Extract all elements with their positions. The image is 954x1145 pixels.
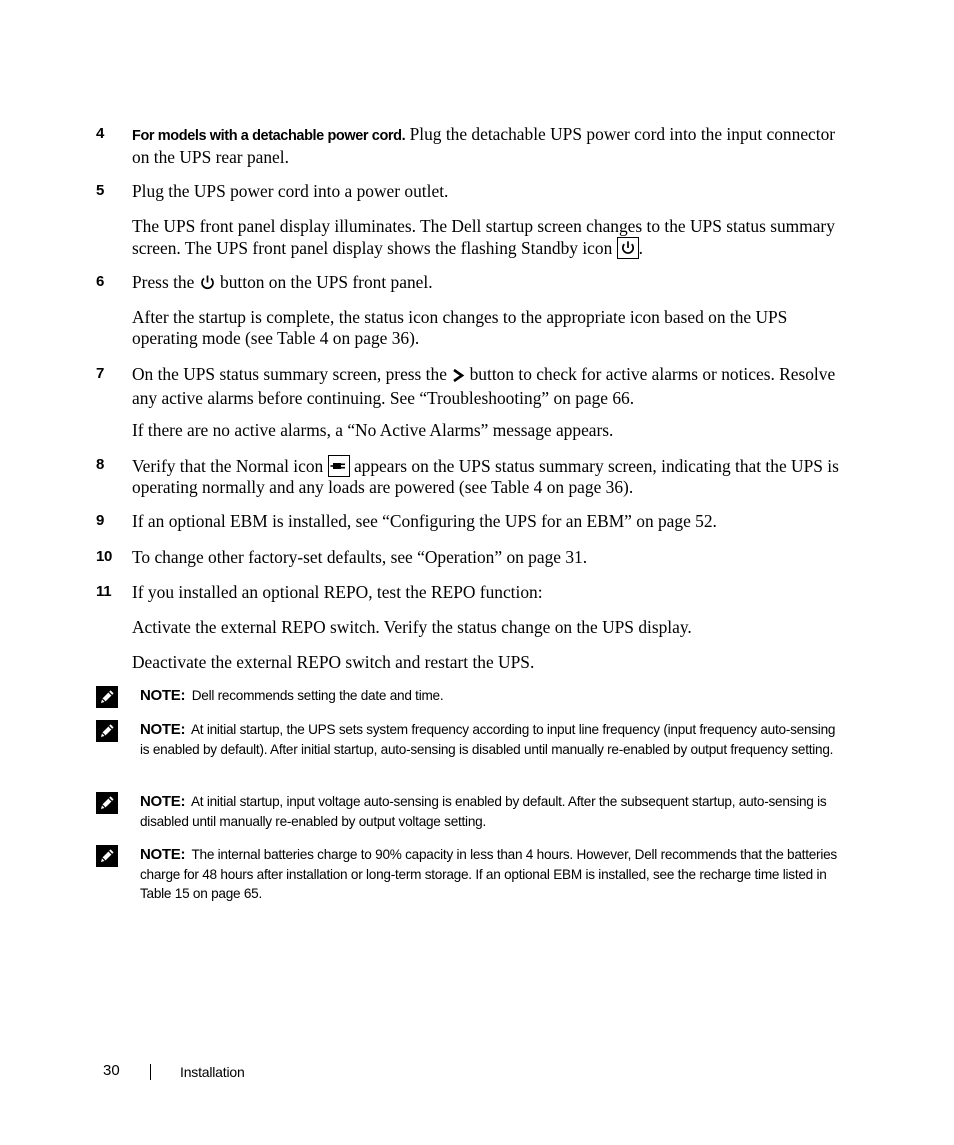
- step-body-before: On the UPS status summary screen, press the: [132, 364, 452, 384]
- note-pencil-icon: [96, 720, 118, 742]
- step-5-detail: [132, 216, 842, 259]
- note-body: Dell recommends setting the date and time.: [191, 688, 444, 703]
- step-number: 4: [96, 125, 105, 142]
- step-body-before: Press the: [132, 272, 199, 292]
- note-text: [140, 686, 846, 706]
- note-label: NOTE:: [140, 846, 186, 863]
- step-text: [132, 272, 841, 296]
- step-11-detail-activate: Activate the external REPO switch. Verify the status change on the UPS display.: [132, 617, 692, 637]
- step-number: 7: [96, 365, 105, 382]
- standby-icon: [617, 237, 639, 259]
- note-1: [96, 686, 846, 706]
- right-arrow-button-icon: [451, 367, 465, 388]
- note-3: [96, 792, 846, 831]
- step-11-detail-deactivate: Deactivate the external REPO switch and restart the UPS.: [132, 652, 535, 672]
- note-label: NOTE:: [140, 793, 186, 810]
- step-text: [132, 455, 841, 498]
- step-body-after: appears on the UPS status summary screen, indicating that the UPS is operating normally and any loads are powered (see Table 4 on page 36).: [132, 456, 839, 497]
- step-number: 5: [96, 182, 105, 199]
- note-body: The internal batteries charge to 90% capacity in less than 4 hours. However, Dell recommends that the batteries charge for 48 hours after installation or long-term storage. If an optional EBM is installed, see the recharge time listed in Table 15 on page 65.: [140, 847, 837, 901]
- step-8: [96, 455, 841, 498]
- step-7: [96, 364, 841, 409]
- footer-section-title: Installation: [180, 1064, 245, 1080]
- step-7-detail: If there are no active alarms, a “No Active Alarms” message appears.: [132, 420, 614, 440]
- step-number: 10: [96, 548, 113, 565]
- step-4: [96, 124, 841, 168]
- footer-divider: [150, 1064, 151, 1080]
- detail-end: .: [638, 238, 643, 258]
- step-text: To change other factory-set defaults, see “Operation” on page 31.: [132, 547, 588, 567]
- step-5: [96, 181, 841, 202]
- note-2: [96, 720, 846, 759]
- step-body-before: Verify that the Normal icon: [132, 456, 328, 476]
- step-9: [96, 511, 841, 532]
- note-label: NOTE:: [140, 721, 186, 738]
- step-number: 6: [96, 273, 105, 290]
- power-button-icon: [199, 274, 216, 296]
- step-body-after: button on the UPS front panel.: [215, 272, 433, 292]
- note-text: [140, 845, 846, 904]
- step-11: [96, 582, 841, 603]
- note-pencil-icon: [96, 845, 118, 867]
- step-text: [132, 364, 841, 409]
- detail-text: The UPS front panel display illuminates. The Dell startup screen changes to the UPS status summary screen. The UPS front panel display shows the flashing Standby icon: [132, 216, 835, 258]
- step-number: 8: [96, 456, 105, 473]
- step-lead: For models with a detachable power cord.: [132, 128, 406, 144]
- note-label: NOTE:: [140, 687, 186, 704]
- note-body: At initial startup, input voltage auto-sensing is enabled by default. After the subsequent startup, auto-sensing is disabled until manually re-enabled by output voltage setting.: [140, 794, 827, 829]
- note-pencil-icon: [96, 792, 118, 814]
- step-6-detail: After the startup is complete, the status icon changes to the appropriate icon based on the UPS operating mode (see Table 4 on page 36).: [132, 307, 788, 348]
- note-4: [96, 845, 846, 904]
- step-body: Plug the detachable UPS power cord into the input connector on the UPS rear panel.: [132, 124, 836, 167]
- note-text: [140, 720, 846, 759]
- step-text: [132, 124, 841, 168]
- normal-mode-icon: [328, 455, 350, 477]
- step-number: 9: [96, 512, 105, 529]
- note-text: [140, 792, 846, 831]
- page-number: 30: [103, 1062, 120, 1079]
- step-10: [96, 547, 841, 568]
- step-number: 11: [96, 583, 112, 600]
- note-pencil-icon: [96, 686, 118, 708]
- step-body-after: button to check for active alarms or notices. Resolve any active alarms before continuing. See “Troubleshooting” on page 66.: [132, 364, 836, 408]
- note-body: At initial startup, the UPS sets system frequency according to input line frequency (input frequency auto-sensing is enabled by default). After initial startup, auto-sensing is disabled until manually re-enabled by output frequency setting.: [140, 722, 836, 757]
- step-text: If an optional EBM is installed, see “Configuring the UPS for an EBM” on page 52.: [132, 511, 717, 531]
- step-text: If you installed an optional REPO, test the REPO function:: [132, 582, 543, 602]
- step-text: Plug the UPS power cord into a power outlet.: [132, 181, 449, 201]
- step-6: [96, 272, 841, 296]
